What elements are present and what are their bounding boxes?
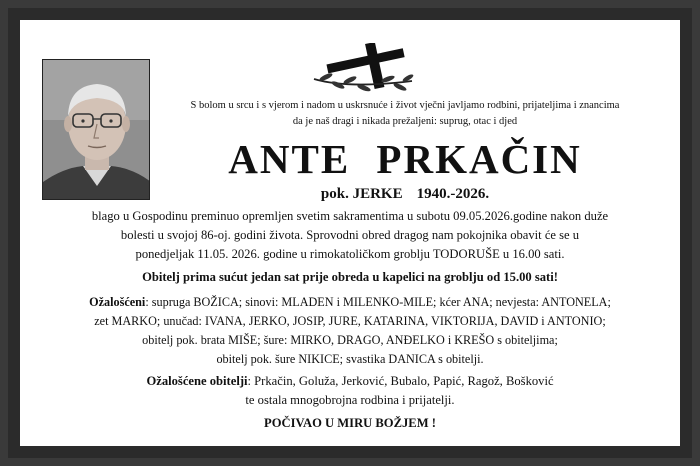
families-line-2: te ostala mnogobrojna rodbina i prijatelji. [245, 393, 455, 407]
intro-line-1: S bolom u srcu i s vjerom i nadom u uskrsnuće i život vječni javljamo rodbini, prijateljima i znancima [190, 100, 620, 111]
deceased-name: ANTE PRKAČIN [228, 136, 582, 182]
mourners-list [40, 293, 660, 369]
deceased-details [150, 185, 660, 203]
mourners-line-4: obitelj pok. šure NIKICE; svastika DANICA s obitelji. [216, 352, 484, 366]
cross-with-olive-branch-icon [308, 43, 418, 93]
portrait-illustration [43, 60, 150, 200]
announcement-line-3: ponedjeljak 11.05. 2026. godine u rimokatoličkom groblju TODORUŠE u 16.00 sati. [135, 247, 565, 261]
mourners-line-2: zet MARKO; unučad: IVANA, JERKO, JOSIP, JURE, KATARINA, VIKTORIJA, DAVID i ANTONIO; [94, 314, 606, 328]
intro-text [150, 98, 660, 130]
portrait-photo [42, 59, 150, 200]
announcement-line-2: bolesti u svojoj 86-oj. godini života. Sprovodni obred dragog nam pokojnika obavit će se u [120, 228, 580, 242]
announcement-line-1: blago u Gospodinu preminuo opremljen svetim sakramentima u subotu 09.05.2026.godine nakon duže [91, 209, 609, 223]
condolence-notice: Obitelj prima sućut jedan sat prije obreda u kapelici na groblju od 15.00 sati! [142, 270, 558, 284]
mourners-label: Ožalošćeni [89, 295, 146, 309]
families-list [40, 372, 660, 410]
death-announcement [40, 207, 660, 264]
intro-line-2: da je naš dragi i nikada prežaljeni: suprug, otac i djed [292, 116, 518, 127]
obituary-notice [20, 20, 680, 446]
life-years: 1940.-2026. [416, 186, 490, 202]
father-name: pok. JERKE [320, 186, 403, 202]
families-label: Ožalošćene obitelji [146, 374, 248, 388]
families-line-1: Ožalošćene obitelji: Prkačin, Goluža, Jerković, Bubalo, Papić, Ragož, Bošković [146, 374, 554, 388]
closing-line: POČIVAO U MIRU BOŽJEM ! [264, 416, 436, 430]
mourners-line-1: Ožalošćeni: supruga BOŽICA; sinovi: MLADEN i MILENKO-MILE; kćer ANA; nevjesta: ANTONELA; [89, 295, 611, 309]
mourners-line-3: obitelj pok. brata MIŠE; šure: MIRKO, DRAGO, ANĐELKO i KREŠO s obiteljima; [142, 333, 558, 347]
